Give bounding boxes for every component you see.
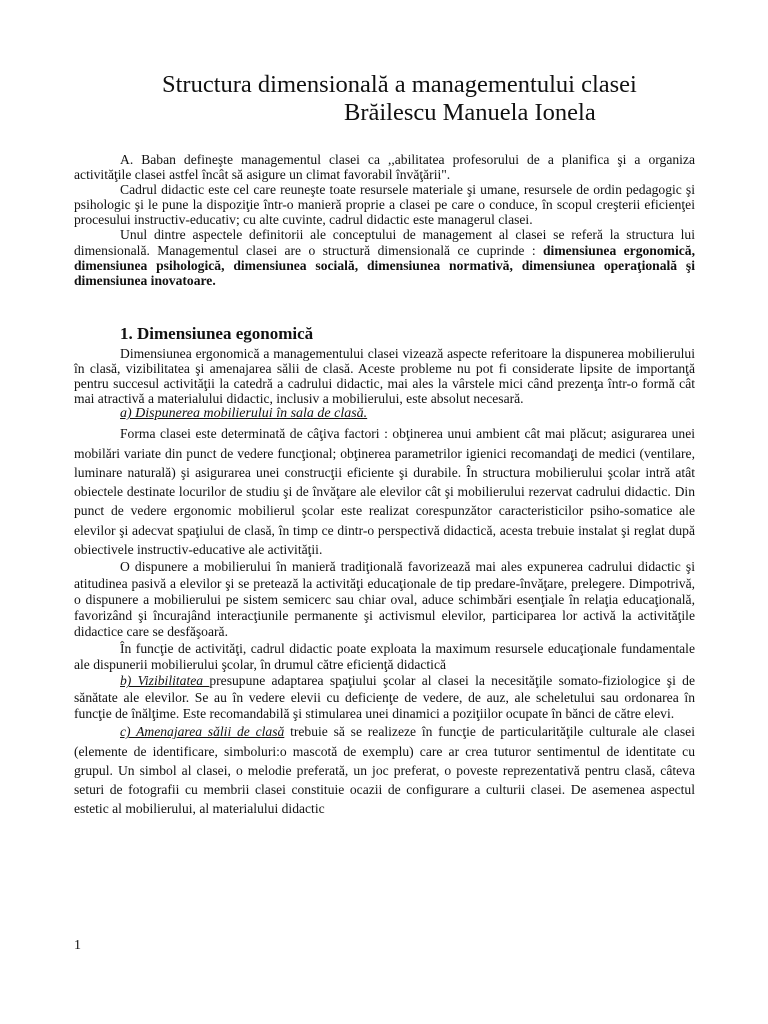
paragraph-a1: Forma clasei este determinată de câţiva factori : obţinerea unui ambient cât mai plăcut; asigurarea unei mobilări variate din punct de vedere funcţional; obţinerea parametrilor igienici recomandaţi de medici (ventilare, luminare naturală) şi asigurarea unei construcţii eficiente şi durabile. În structura mobilierului şcolar intră atât obiectele destinate locurilor de studiu şi de învăţare ale elevilor cât şi mobilierului rezervat cadrului didactic. Din punct de vedere ergonomic mobilierul şcolar este realizat corespunzător caracteristicilor psiho-somatice ale elevilor şi adecvat spaţiului de clasă, în timp ce dintr-o perspectivă didactică, acesta trebuie instalat şi reglat după obiectivele instructiv-educative ale activităţii. [74,426,695,557]
page-number: 1 [74,938,81,953]
section-1-intro: Dimensiunea ergonomică a managementului clasei vizează aspecte referitoare la dispunerea mobilierului în clasă, vizibilitatea şi amenajarea sălii de clasă. Aceste probleme nu pot fi considerate lipsite de importanţă pentru succesul activităţii la catedră a cadrului didactic, mai ales la vârstele mici când prezenţa într-o formă cât mai atractivă a materialului didactic, inclusiv a mobilierului, este absolut necesară. [74,345,695,407]
intro-paragraph-1: A. Baban defineşte managementul clasei ca ,,abilitatea profesorului de a planifica şi a organiza activităţile clasei astfel încât să asigure un climat favorabil învăţării". [74,152,695,183]
intro-paragraph-2: Cadrul didactic este cel care reuneşte toate resursele materiale şi umane, resursele de ordin pedagogic şi psihologic şi le pune la dispoziţie într-o manieră proprie a clasei pe care o conduce, în scopul creşterii eficienţei procesului instructiv-educativ; cu alte cuvinte, cadrul didactic este managerul clasei. [74,182,695,228]
subsection-b-title: b) Vizibilitatea [120,673,210,689]
document-body [74,152,695,819]
paragraph-a2: O dispunere a mobilierului în manieră tradiţională favorizează mai ales expunerea cadrului didactic şi atitudinea pasivă a elevilor şi se pretează la activităţi educaţionale de tip predare-învăţare, prelegere. Dimpotrivă, o dispunere a mobilierului pe sistem semicerc sau chiar oval, aduce schimbări esenţiale în relaţia educaţională, favorizând şi încurajând interacţiunile permanente şi activismul elevilor, participarea lor activă la activităţile didactice care se desfăşoară. [74,559,695,640]
intro-paragraph-3 [74,227,695,287]
section-1-heading: 1. Dimensiunea egonomică [120,323,314,343]
subsection-a-heading [120,406,695,422]
intro-paragraph-3-text: Unul dintre aspectele definitorii ale conceptului de management al clasei se referă la structura lui dimensională. Managementul clasei are o structură dimensională ce cuprinde : [74,227,695,258]
subsection-a-title: a) Dispunerea mobilierului în sala de clasă. [120,406,368,422]
paragraph-b-text: presupune adaptarea spaţiului şcolar al clasei la necesităţile somato-fiziologice şi de sănătate ale elevilor. Se au în vedere elevii cu deficienţe de vedere, de auz, ale scheletului sau ordonarea în funcţie de înălţime. Este recomandabilă şi stimularea unei dinamici a poziţiilor ocupate în bănci de către elevi. [74,673,695,721]
document-author: Brăilescu Manuela Ionela [344,99,596,126]
subsection-c-title: c) Amenajarea sălii de clasă [120,724,285,740]
document-title: Structura dimensională a managementului clasei [162,71,637,98]
paragraph-c [74,722,695,818]
paragraph-c-text: trebuie să se realizeze în funcţie de particularităţile culturale ale clasei (elemente de identificare, simboluri:o mascotă de exemplu) care ar crea tuturor sentimentul de identitate cu grupul. Un simbol al clasei, o melodie preferată, un joc preferat, o poveste reprezentativă pentru clasă, câteva seturi de fotografii cu membrii clasei constituie ocazii de configurare a culturii clasei. De asemenea aspectul estetic al mobilierului, al materialului didactic [74,724,695,817]
dimensions-list: dimensiunea ergonomică, dimensiunea psihologică, dimensiunea socială, dimensiunea normativă, dimensiunea operaţională şi dimensiunea inovatoare. [74,242,695,288]
paragraph-b [74,673,695,722]
paragraph-a3: În funcţie de activităţi, cadrul didactic poate exploata la maximum resursele educaţionale fundamentale ale dispunerii mobilierului şcolar, în drumul către eficienţă didactică [74,640,695,673]
